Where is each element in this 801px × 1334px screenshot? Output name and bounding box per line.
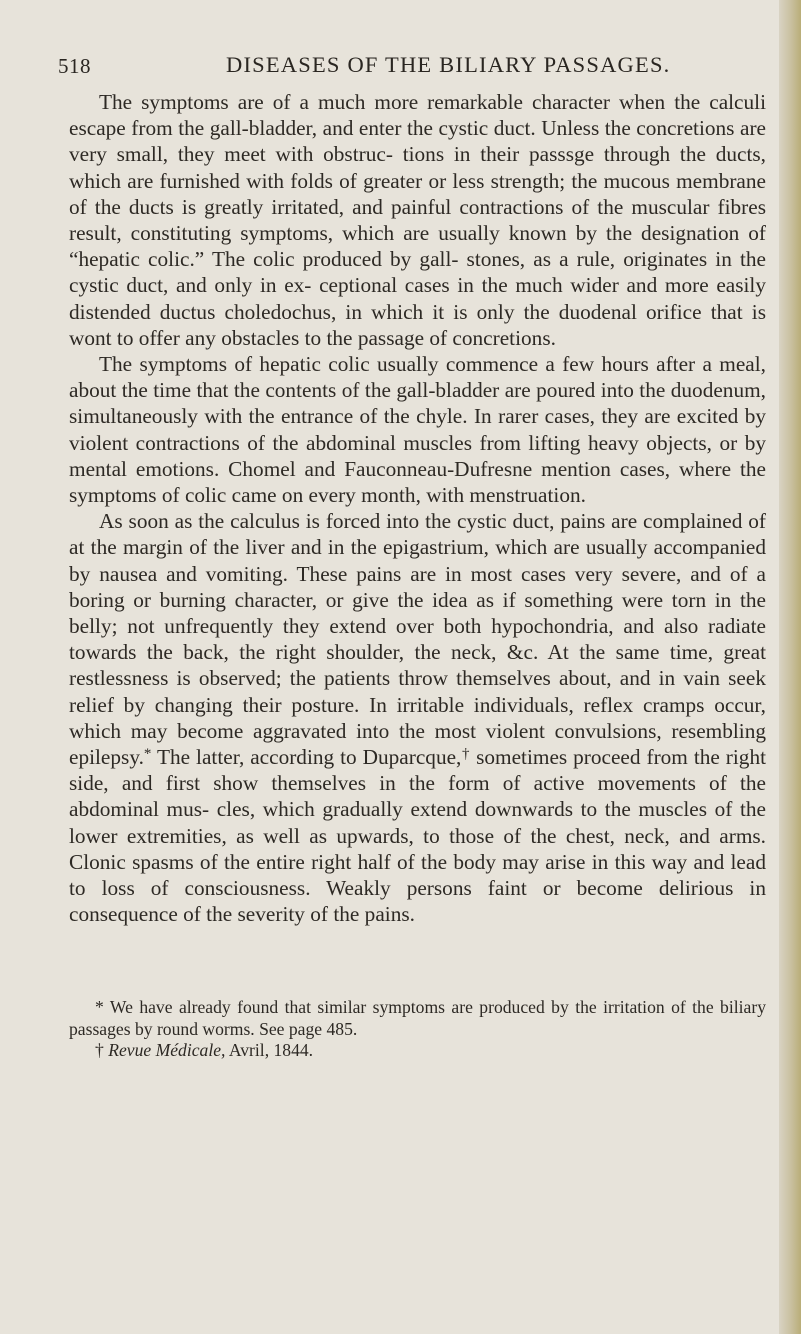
footnote-mark-asterisk: * bbox=[143, 746, 152, 763]
footnotes bbox=[69, 997, 766, 1062]
footnote-1: * We have already found that similar symptoms are produced by the irritation of the biliary passages by round worms. See page 485. bbox=[69, 997, 766, 1039]
paragraph-1: The symptoms are of a much more remarkable character when the calculi escape from the gall-bladder, and enter the cystic duct. Unless the concretions are very small, they meet with obstruc- tions in their passsge through the ducts, which are furnished with folds of greater or less strength; the mucous membrane of the ducts is greatly irritated, and painful contractions of the muscular fibres result, constituting symptoms, which are usually known by the designation of “hepatic colic.” The colic produced by gall- stones, as a rule, originates in the cystic duct, and only in ex- ceptional cases in the much wider and more easily distended ductus choledochus, in which it is only the duodenal orifice that is wont to offer any obstacles to the passage of concretions. bbox=[69, 90, 766, 350]
page-number: 518 bbox=[58, 54, 91, 78]
paragraph-3-text-a: As soon as the calculus is forced into the cystic duct, pains are complained of at the margin of the liver and in the epigastrium, which are usually accompanied by nausea and vomiting. These pains are in most cases very severe, and of a boring or burning character, or give the idea as if something were torn in the belly; not unfrequently they extend over both hypochondria, and also radiate towards the back, the right shoulder, the neck, &c. At the same time, great restlessness is observed; the patients throw themselves about, and in vain seek relief by changing their posture. In irritable individuals, reflex cramps occur, which may become aggravated into the most violent convulsions, resembling epilepsy. bbox=[69, 509, 766, 770]
footnote-2-mark: † bbox=[95, 1040, 104, 1060]
footnote-2-date: Avril, 1844. bbox=[225, 1040, 314, 1060]
paragraph-3-text-c: sometimes proceed from the right side, and first show themselves in the form of active movements of the abdominal mus- cles, which gradually extend downwards to the muscles of the lower extremities, as well as upwards, to those of the chest, neck, and arms. Clonic spasms of the entire right half of the body may arise in this way and lead to loss of consciousness. Weakly persons faint or become delirious in consequence of the severity of the pains. bbox=[69, 745, 767, 927]
page-header bbox=[58, 52, 770, 82]
page-edge-shadow bbox=[779, 0, 801, 1334]
body-text bbox=[69, 89, 766, 928]
paragraph-3 bbox=[69, 508, 766, 927]
footnote-2 bbox=[69, 1040, 766, 1062]
running-head: DISEASES OF THE BILIARY PASSAGES. bbox=[226, 52, 671, 77]
paragraph-3-text-b: The latter, according to Duparcque, bbox=[151, 745, 462, 770]
footnote-2-source: Revue Médicale, bbox=[108, 1040, 226, 1060]
paragraph-2: The symptoms of hepatic colic usually commence a few hours after a meal, about the time that the contents of the gall-bladder are poured into the duodenum, simultaneously with the entrance of the chyle. In rarer cases, they are excited by violent contractions of the abdominal muscles from lifting heavy objects, or by mental emotions. Chomel and Fauconneau-Dufresne mention cases, where the symptoms of colic came on every month, with menstruation. bbox=[69, 352, 766, 508]
footnote-mark-dagger: † bbox=[461, 746, 471, 763]
